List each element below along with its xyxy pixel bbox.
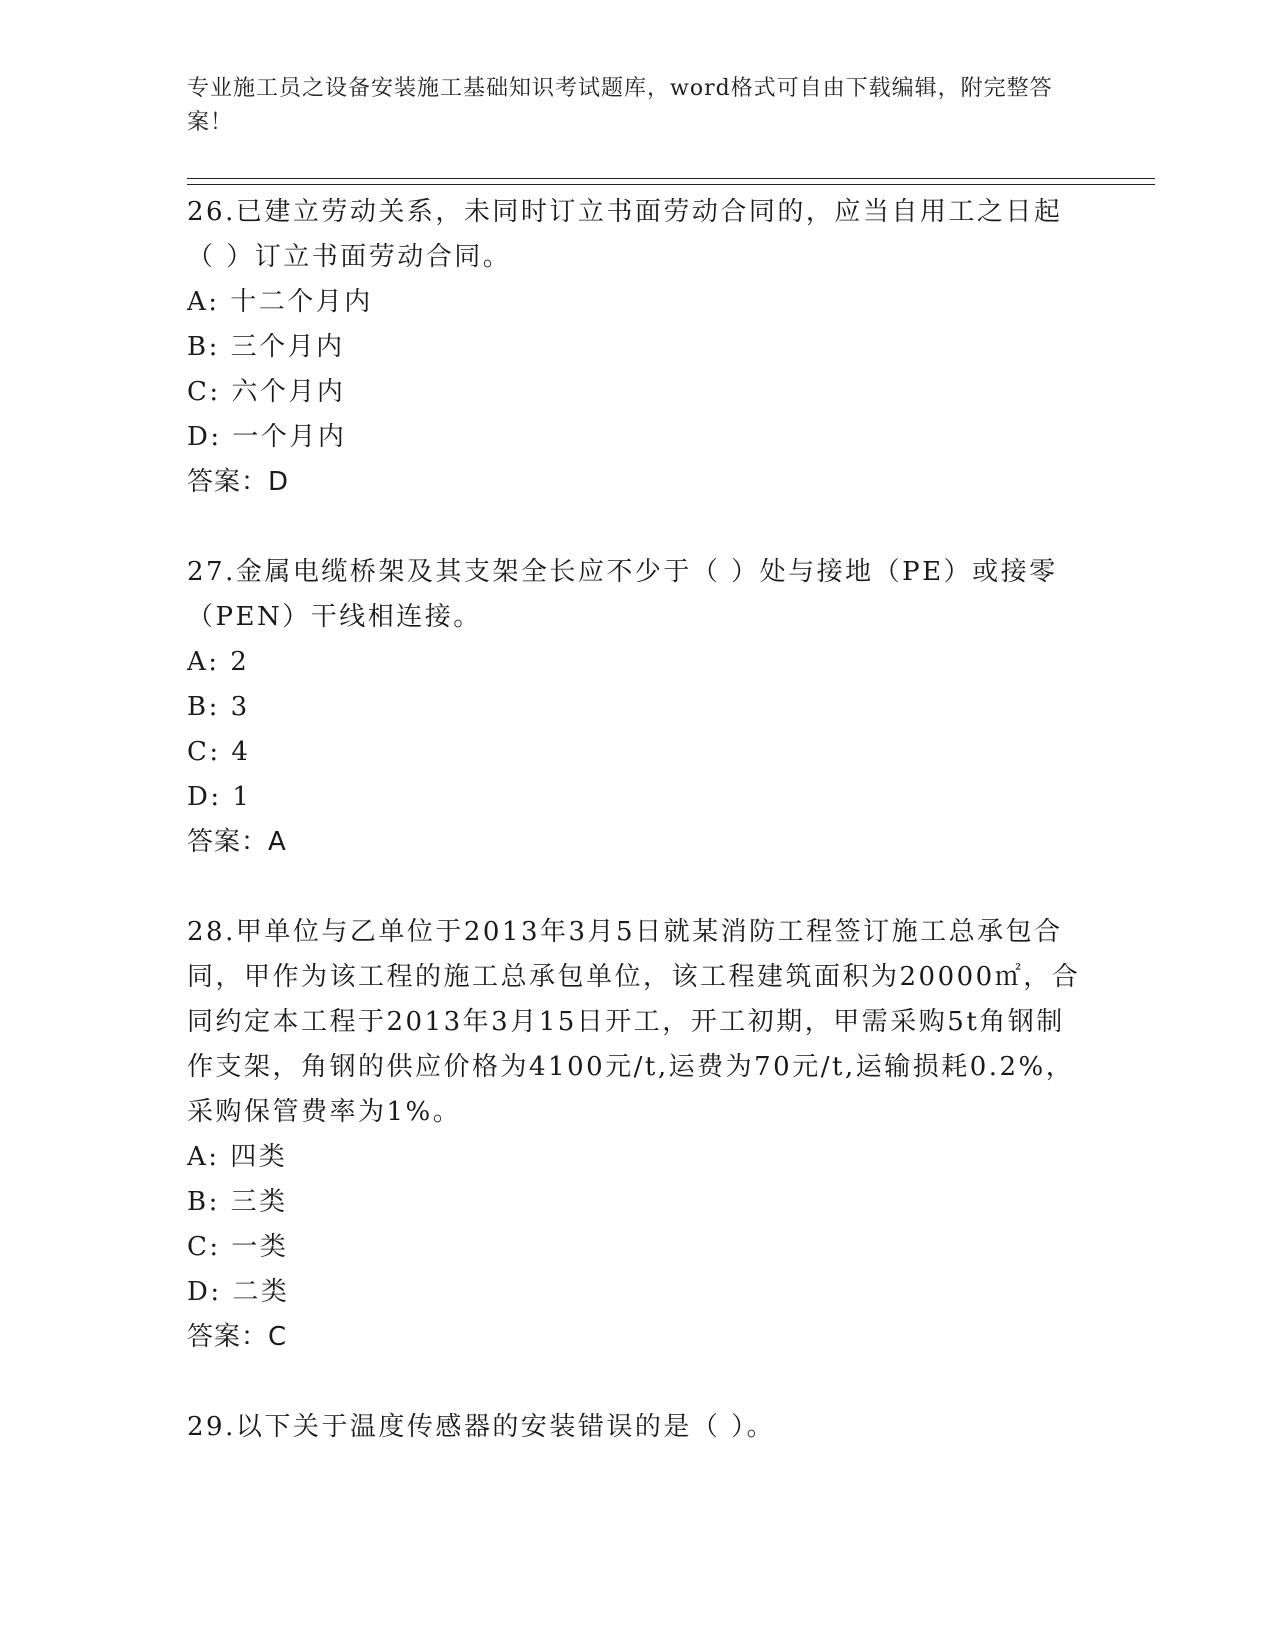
question-26 [187,190,1087,550]
question-27 [187,550,1087,910]
question-text: 27.金属电缆桥架及其支架全长应不少于（ ）处与接地（PE）或接零（PEN）干线相连接。 [187,557,1058,632]
header-rule-bottom [187,184,1155,185]
option-d: D: 一个月内 [187,422,347,452]
option-b: B: 三个月内 [187,332,345,362]
spacer [187,505,1087,550]
option-d: D: 1 [187,782,252,812]
answer: 答案：C [187,1322,288,1352]
question-text: 28.甲单位与乙单位于2013年3月5日就某消防工程签订施工总承包合同，甲作为该工程的施工总承包单位，该工程建筑面积为20000㎡，合同约定本工程于2013年3月15日开工，开工初期，甲需采购5t角钢制作支架，角钢的供应价格为4100元/t,运费为70元/t,运输损耗0.2%，采购保管费率为1%。 [187,917,1081,1127]
answer: 答案：D [187,467,290,497]
question-list [187,190,1087,1450]
option-b: B: 三类 [187,1187,288,1217]
option-a: A: 2 [187,647,250,677]
option-a: A: 十二个月内 [187,287,373,317]
question-29 [187,1405,1087,1450]
question-text: 29.以下关于温度传感器的安装错误的是（ ）。 [187,1412,776,1442]
question-text: 26.已建立劳动关系，未同时订立书面劳动合同的，应当自用工之日起（ ）订立书面劳动合同。 [187,197,1063,272]
header-rule-top [187,178,1155,179]
spacer [187,865,1087,910]
option-d: D: 二类 [187,1277,290,1307]
option-c: C: 一类 [187,1232,289,1262]
spacer [187,1360,1087,1405]
option-b: B: 3 [187,692,250,722]
option-c: C: 六个月内 [187,377,346,407]
answer: 答案：A [187,827,287,857]
option-a: A: 四类 [187,1142,288,1172]
option-c: C: 4 [187,737,251,767]
document-header: 专业施工员之设备安装施工基础知识考试题库，word格式可自由下载编辑，附完整答案！ [187,76,1053,135]
question-28 [187,910,1087,1405]
